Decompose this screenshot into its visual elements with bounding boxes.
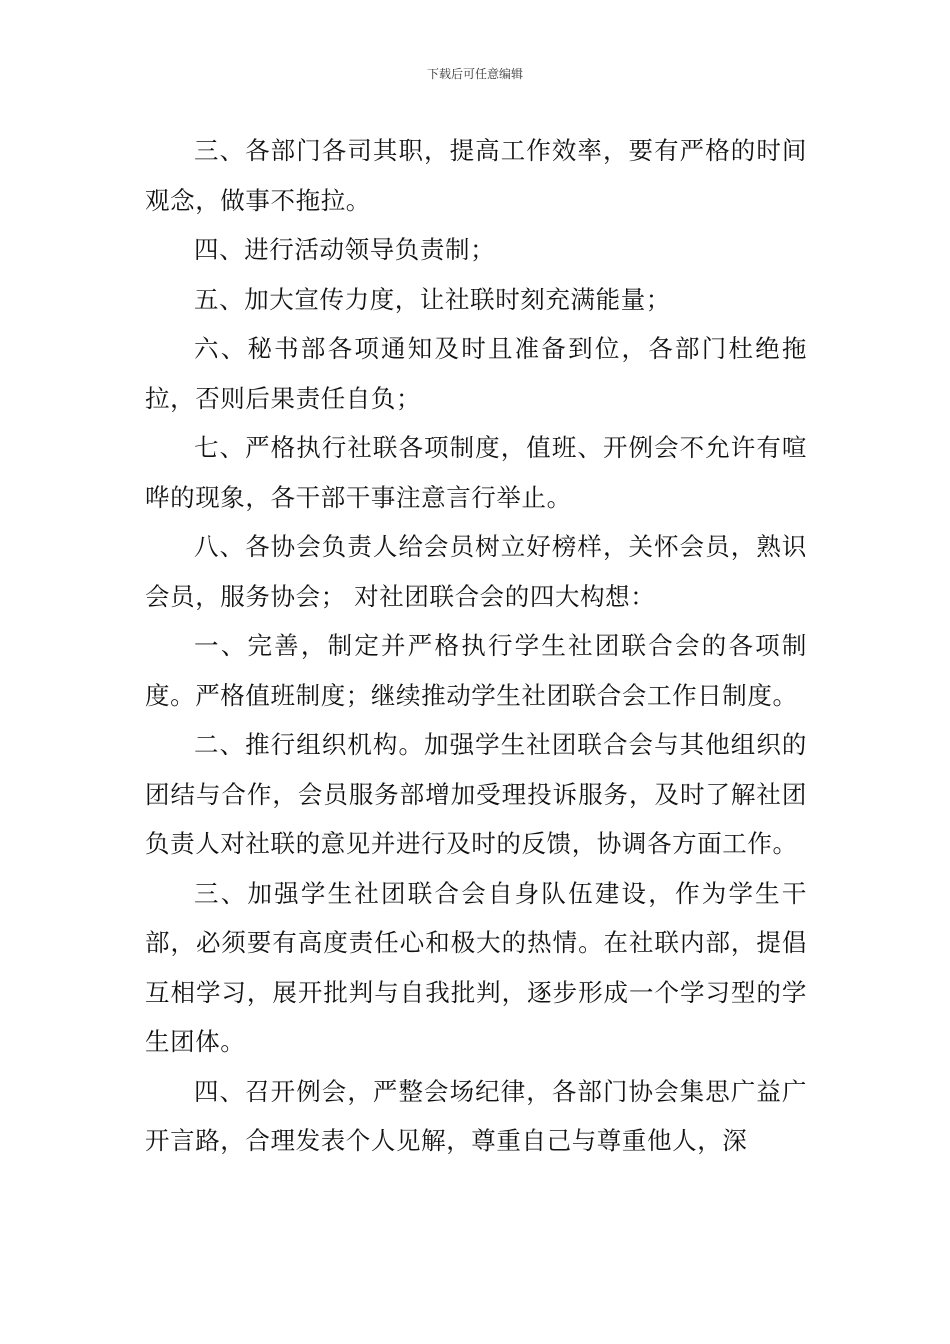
paragraph: 一、完善，制定并严格执行学生社团联合会的各项制度。严格值班制度；继续推动学生社团联合会工作日制度。 <box>145 631 807 710</box>
paragraph: 二、推行组织机构。加强学生社团联合会与其他组织的团结与合作，会员服务部增加受理投诉服务，及时了解社团负责人对社联的意见并进行及时的反馈，协调各方面工作。 <box>145 730 807 858</box>
page-header: 下载后可任意编辑 <box>426 67 523 81</box>
paragraph: 三、各部门各司其职，提高工作效率，要有严格的时间观念，做事不拖拉。 <box>145 136 807 215</box>
paragraph: 四、进行活动领导负责制； <box>194 235 496 264</box>
paragraph: 六、秘书部各项通知及时且准备到位，各部门杜绝拖拉，否则后果责任自负； <box>145 334 807 413</box>
paragraph: 四、召开例会，严整会场纪律，各部门协会集思广益广开言路，合理发表个人见解，尊重自己与尊重他人，深 <box>145 1076 807 1155</box>
paragraph: 七、严格执行社联各项制度，值班、开例会不允许有喧哗的现象，各干部干事注意言行举止。 <box>145 433 807 512</box>
paragraph: 八、各协会负责人给会员树立好榜样，关怀会员，熟识会员，服务协会； 对社团联合会的四大构想： <box>145 532 807 611</box>
document-body <box>145 126 807 1166</box>
paragraph: 五、加大宣传力度，让社联时刻充满能量； <box>194 284 671 314</box>
paragraph: 三、加强学生社团联合会自身队伍建设，作为学生干部，必须要有高度责任心和极大的热情。在社联内部，提倡互相学习，展开批判与自我批判，逐步形成一个学习型的学生团体。 <box>145 878 807 1056</box>
